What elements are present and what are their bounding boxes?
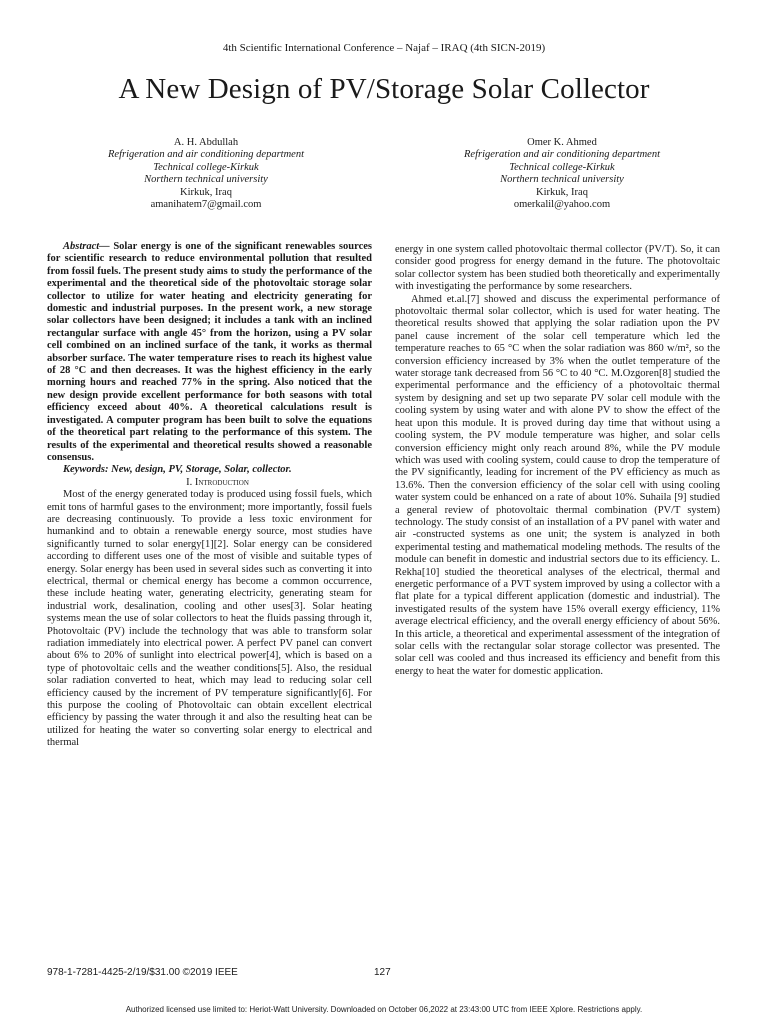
author-block-1 (76, 137, 336, 211)
author-name: A. H. Abdullah (173, 137, 239, 148)
intro-paragraph: Most of the energy generated today is produced using fossil fuels, which emit tons of harmful gases to the environment; more importantly, fossil fuels are decreasing continuously. To provide a less toxic environment for humankind and to obtain a renewable energy source, most studies have significantly turned to solar energy[1][2]. Solar energy can be considered according to different uses one of the most of visible and suitable types of energy. Solar energy has been used in several sides such as converting it into electrical, thermal or chemical energy has become a common occurrence, these include heating water, generating electricity, generating steam for industrial work, desalination, cooling and other uses[3]. Solar heating systems mean the use of solar collectors to heat the fluids passing through it, Photovoltaic (PV) include the technology that was able to transform solar radiation immediately into electrical power. A perfect PV panel can convert about 6% to 20% of sunlight into electrical power[4], which is based on a type of photovoltaic cells and the weather conditions[5]. Also, the residual solar radiation converted to heat, which may lead to reducing solar cell efficiency caused by the increment of PV temperature significantly[6]. For this purpose the cooling of Photovoltaic can obtain excellent electrical efficiency by passing the water through it and also the resulting heat can be utilized for heating the water so converting solar energy to electrical and thermal (47, 489, 372, 749)
author-university: Northern technical university (500, 174, 624, 186)
author-place: Kirkuk, Iraq (536, 186, 588, 198)
page-number: 127 (374, 967, 391, 978)
paper-title: A New Design of PV/Storage Solar Collector (118, 73, 650, 105)
abstract-text: Solar energy is one of the significant renewables sources for scientific research to reduce environmental pollution that resulted from fossil fuels. The present study aims to study the performance of the experimental and the theoretical side of the photovoltaic storage solar collector to utilize for water heating and electricity generating for domestic and industrial purposes. In the present work, a new storage solar collectors have been designed; it includes a tank with an inclined rectangular surface with angle 45° from the horizon, using a PV solar cell combined on an inclined surface of the tank, it works as thermal absorber surface. The water temperature rises to reach its highest value of 28 °C and then decreases. It was the highest efficiency in the early morning hours and reached 77% in the spring. Also noticed that the new design provide excellent performance for both seasons with total efficiency exceed about 40%. A theoretical calculations result is investigated. A computer program has been built to solve the equations of the theoretical part relating to the performance of this system. The results of the experimental and theoretical results showed a reasonable consensus. (47, 241, 372, 463)
author-university: Northern technical university (144, 174, 268, 186)
author-block-2 (432, 137, 692, 211)
author-department: Refrigeration and air conditioning department (464, 149, 660, 161)
body-paragraph: Ahmed et.al.[7] showed and discuss the experimental performance of photovoltaic thermal solar collector, which is used for water heating. The theoretical results showed that applying the solar radiation upon the PV panel cause increment of the solar cell temperature which led the temperature reaches to 65 °C when the solar radiation was 860 w/m², so the conversion efficiency increased by 3% when the outlet temperature of the water storage tank decreased from 56 °C to 40 °C. M.Ozgoren[8] studied the experimental performance and the efficiency of a photovoltaic thermal system by designing and set up two separate PV solar cell module with the cooling system by using water and with alone PV to show the effect of the heat upon this module. It is proved during day time that without using a cooling system, the PV module temperature was higher, and solar cells conversion efficiency might only reach around 8%, while the PV module which was used with cooling system, could cause to drop the temperature of the PV significantly, leading for increment of the PV efficiency as much as 13.6%. Then the conversion efficiency of the solar cell with using cooling water system could be enhanced on a rate of about 10%. Suhaila [9] studied a general review of photovoltaic thermal combination (PV/T system) technology. The study consist of an installation of a PV panel with water and air -constructed systems as one unit; the system is analyzed in both experimental testing and mathematical modeling methods. The results of the module can benefit in domestic and industrial sectors due to its efficiency. L. Rekha[10] studied the theoretical analyses of the electrical, thermal and energetic performance of a PVT system improved by using a collector with a flat plate for a typical different application (domestic and industrial). The investigated results of the system have 15% overall exergy efficiency, 11% average electrical efficiency, and the overall energy efficiency of about 56%. In this article, a theoretical and experimental assessment of the integration of solar cells with the rectangular solar storage collector was presented. The solar cell was cooled and thus increased its efficiency and benefit from this energy to heat the water for domestic application. (395, 293, 720, 677)
author-email: amanihatem7@gmail.com (150, 199, 262, 211)
copyright-footer: 978-1-7281-4425-2/19/$31.00 ©2019 IEEE (47, 967, 238, 978)
author-email: omerkalil@yahoo.com (513, 199, 611, 211)
author-name: Omer K. Ahmed (527, 137, 597, 148)
section-number: I. (186, 476, 193, 488)
abstract-label: Abstract— (63, 241, 110, 252)
abstract (47, 241, 372, 464)
author-college: Technical college-Kirkuk (509, 161, 615, 173)
section-heading (47, 477, 372, 489)
author-department: Refrigeration and air conditioning department (108, 149, 304, 161)
author-college: Technical college-Kirkuk (153, 161, 259, 173)
keywords: Keywords: New, design, PV, Storage, Solar, collector. (63, 464, 292, 476)
left-column (47, 241, 372, 750)
right-column (395, 244, 720, 678)
section-title: Introduction (194, 476, 249, 488)
author-place: Kirkuk, Iraq (180, 186, 232, 198)
body-paragraph: energy in one system called photovoltaic thermal collector (PV/T). So, it can consider good progress for energy demand in the future. The photovoltaic solar collector system has been studied both theoretically and experimentally with investigating the performance by some researchers. (395, 244, 720, 293)
license-notice: Authorized licensed use limited to: Heriot-Watt University. Downloaded on October 06,2022 at 23:43:00 UTC from IEEE Xplore. Restrictions apply. (125, 1005, 643, 1014)
conference-header: 4th Scientific International Conference – Najaf – IRAQ (4th SICN-2019) (222, 42, 546, 54)
